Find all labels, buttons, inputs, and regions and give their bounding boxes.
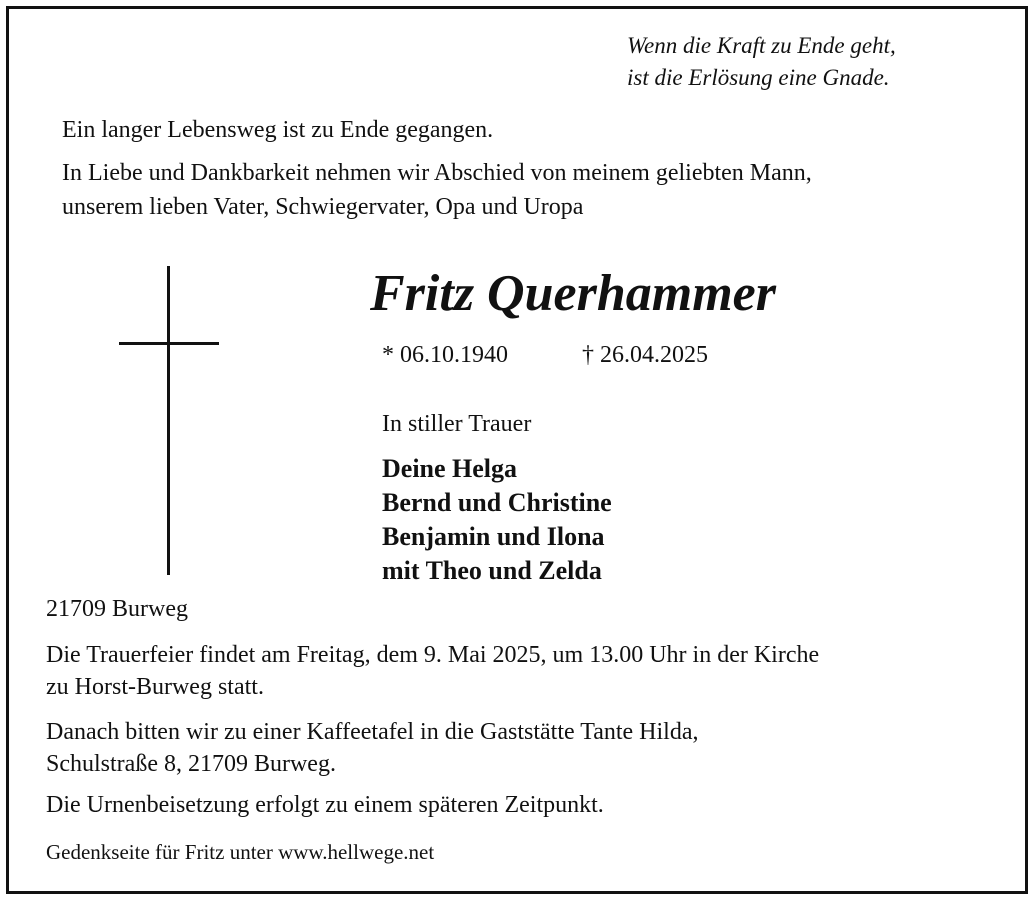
- urn-burial-notice: Die Urnenbeisetzung erfolgt zu einem späteren Zeitpunkt.: [46, 792, 604, 818]
- ceremony-line-2: zu Horst-Burweg statt.: [46, 674, 264, 700]
- deceased-name: Fritz Querhammer: [370, 265, 776, 322]
- birth-date: * 06.10.1940: [382, 342, 508, 368]
- memorial-page-link[interactable]: Gedenkseite für Fritz unter www.hellwege.net: [46, 840, 435, 864]
- quote-line-2: ist die Erlösung eine Gnade.: [627, 65, 890, 90]
- mourners-list: [382, 452, 612, 588]
- ceremony-line-1: Die Trauerfeier findet am Freitag, dem 9. Mai 2025, um 13.00 Uhr in der Kirche: [46, 642, 820, 668]
- mourner-name: Benjamin und Ilona: [382, 522, 605, 551]
- cross-horizontal-bar: [119, 342, 219, 345]
- mourning-heading: In stiller Trauer: [382, 411, 532, 437]
- quote-line-1: Wenn die Kraft zu Ende geht,: [627, 33, 896, 58]
- ceremony-notice: [46, 639, 819, 703]
- intro-paragraph: [62, 156, 812, 224]
- mourner-name: mit Theo und Zelda: [382, 556, 602, 585]
- reception-line-2: Schulstraße 8, 21709 Burweg.: [46, 751, 336, 777]
- epigraph-quote: [627, 30, 896, 94]
- mourner-name: Deine Helga: [382, 454, 518, 483]
- mourner-name: Bernd und Christine: [382, 488, 612, 517]
- intro-line-2: In Liebe und Dankbarkeit nehmen wir Abschied von meinem geliebten Mann,: [62, 160, 812, 186]
- intro-first-line: Ein langer Lebensweg ist zu Ende gegangen.: [62, 117, 494, 143]
- intro-line-3: unserem lieben Vater, Schwiegervater, Opa und Uropa: [62, 194, 584, 220]
- reception-notice: [46, 716, 699, 780]
- death-date: † 26.04.2025: [582, 342, 708, 368]
- reception-line-1: Danach bitten wir zu einer Kaffeetafel in die Gaststätte Tante Hilda,: [46, 719, 699, 745]
- cross-vertical-bar: [167, 266, 170, 575]
- family-location: 21709 Burweg: [46, 596, 188, 622]
